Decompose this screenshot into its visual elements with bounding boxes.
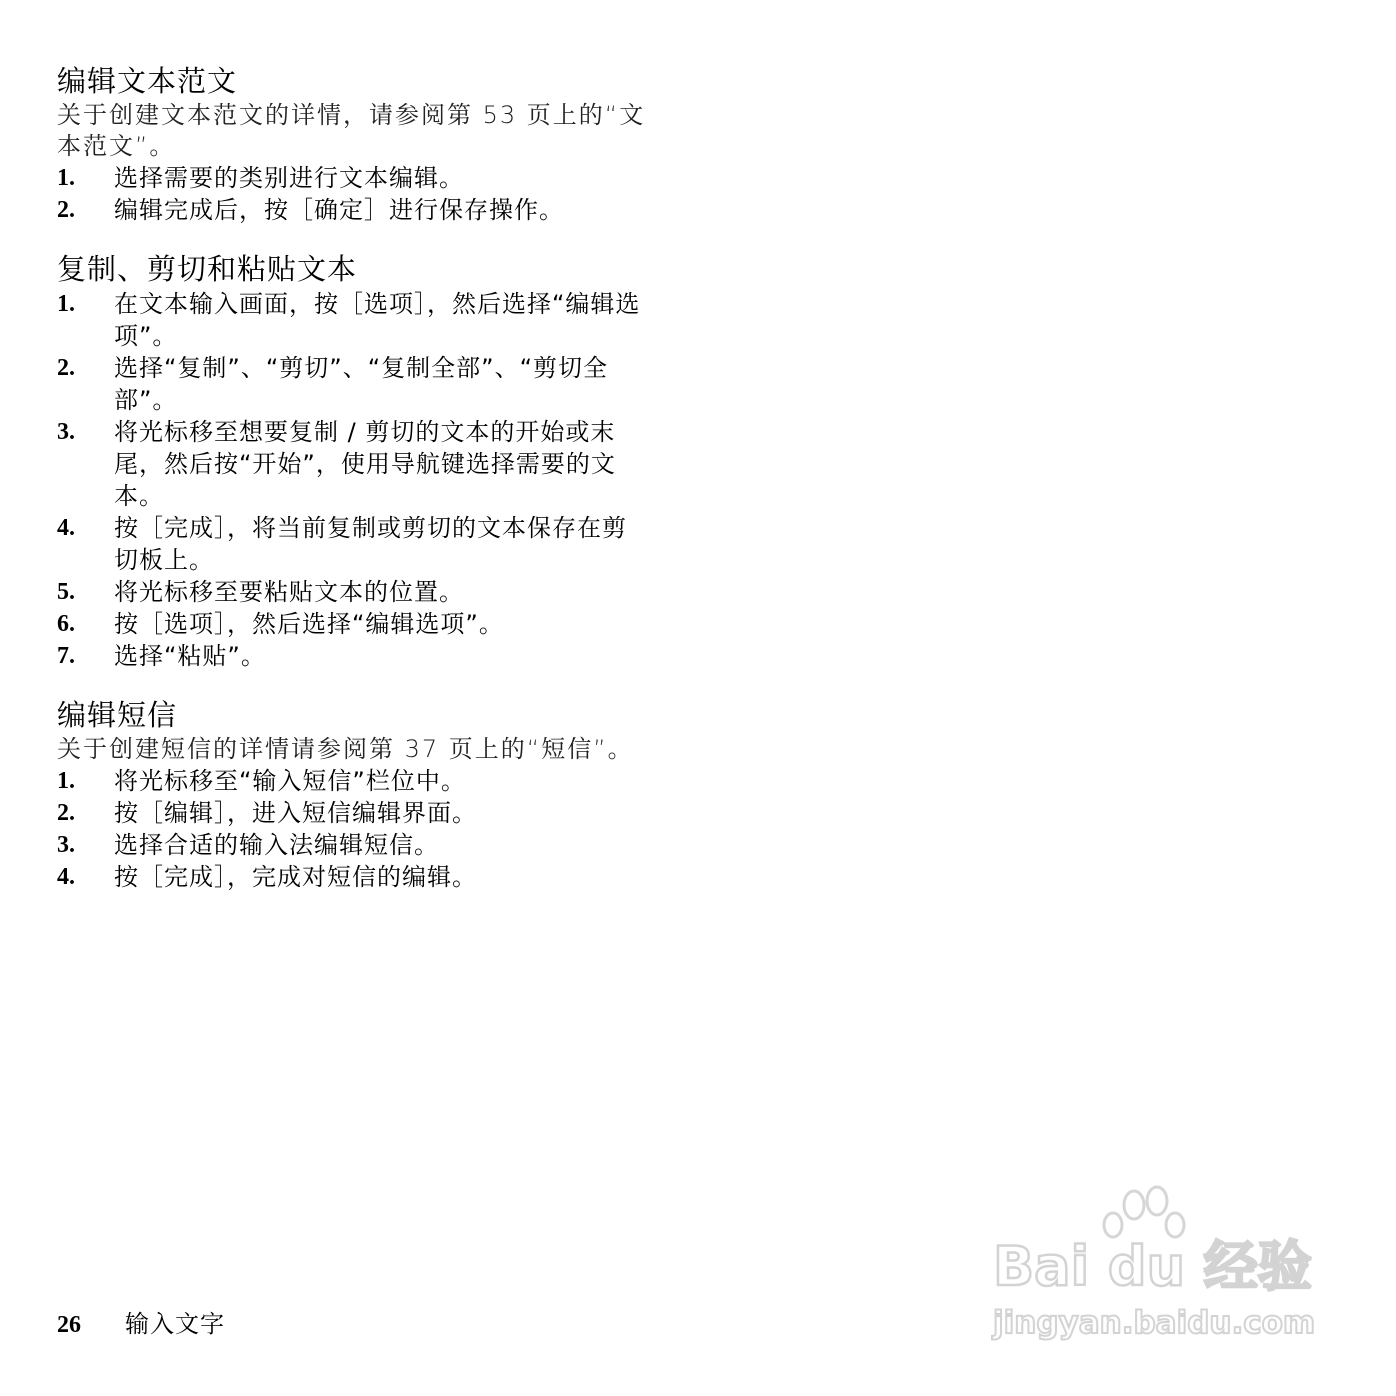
step-text: 选择“粘贴”。 bbox=[114, 642, 266, 670]
step-number: 4. bbox=[57, 864, 75, 890]
watermark-url: jingyan.baidu.com bbox=[993, 1305, 1315, 1341]
step-list bbox=[57, 162, 649, 226]
step-text: 按［编辑］，进入短信编辑界面。 bbox=[114, 799, 477, 827]
section-edit-text-template bbox=[57, 62, 649, 226]
step-item bbox=[57, 797, 649, 829]
page-footer bbox=[57, 1304, 225, 1339]
step-text: 将光标移至想要复制 / 剪切的文本的开始或末尾，然后按“开始”，使用导航键选择需要的文本。 bbox=[114, 418, 616, 510]
step-number: 2. bbox=[57, 197, 75, 223]
step-text: 将光标移至“输入短信”栏位中。 bbox=[114, 767, 466, 795]
step-item bbox=[57, 640, 649, 672]
step-number: 2. bbox=[57, 355, 75, 381]
step-number: 1. bbox=[57, 165, 75, 191]
page-number: 26 bbox=[57, 1312, 81, 1338]
section-intro: 关于创建短信的详情请参阅第 37 页上的“短信”。 bbox=[57, 735, 634, 763]
step-text: 选择需要的类别进行文本编辑。 bbox=[114, 164, 464, 192]
step-number: 3. bbox=[57, 419, 75, 445]
step-number: 3. bbox=[57, 832, 75, 858]
step-number: 1. bbox=[57, 291, 75, 317]
step-item bbox=[57, 829, 649, 861]
step-number: 5. bbox=[57, 579, 75, 605]
step-number: 4. bbox=[57, 515, 75, 541]
step-list bbox=[57, 765, 649, 893]
step-text: 编辑完成后，按［确定］进行保存操作。 bbox=[114, 196, 564, 224]
step-item bbox=[57, 162, 649, 194]
section-intro: 关于创建文本范文的详情，请参阅第 53 页上的“文本范文”。 bbox=[57, 101, 646, 160]
section-heading: 编辑短信 bbox=[57, 698, 178, 732]
step-item bbox=[57, 416, 649, 512]
step-text: 按［完成］，将当前复制或剪切的文本保存在剪切板上。 bbox=[114, 514, 627, 574]
step-number: 6. bbox=[57, 611, 75, 637]
step-text: 按［完成］，完成对短信的编辑。 bbox=[114, 863, 477, 891]
chapter-title: 输入文字 bbox=[125, 1310, 225, 1338]
section-copy-cut-paste bbox=[57, 250, 649, 672]
step-text: 按［选项］，然后选择“编辑选项”。 bbox=[114, 610, 504, 638]
watermark-logo-text: Bai du 经验 bbox=[993, 1235, 1312, 1298]
baidu-jingyan-watermark bbox=[985, 1185, 1315, 1345]
step-item bbox=[57, 288, 649, 352]
step-list bbox=[57, 288, 649, 672]
watermark-logo bbox=[985, 1185, 1315, 1345]
step-item bbox=[57, 194, 649, 226]
step-item bbox=[57, 352, 649, 416]
section-heading: 复制、剪切和粘贴文本 bbox=[57, 252, 358, 286]
section-edit-sms bbox=[57, 696, 649, 893]
page-content bbox=[57, 62, 649, 917]
step-text: 选择合适的输入法编辑短信。 bbox=[114, 831, 439, 859]
step-item bbox=[57, 861, 649, 893]
step-text: 将光标移至要粘贴文本的位置。 bbox=[114, 578, 464, 606]
step-item bbox=[57, 765, 649, 797]
step-item bbox=[57, 608, 649, 640]
step-number: 7. bbox=[57, 643, 75, 669]
step-text: 选择“复制”、“剪切”、“复制全部”、“剪切全部”。 bbox=[114, 354, 609, 414]
step-item bbox=[57, 512, 649, 576]
step-text: 在文本输入画面，按［选项］，然后选择“编辑选项”。 bbox=[114, 290, 641, 350]
step-number: 2. bbox=[57, 800, 75, 826]
step-number: 1. bbox=[57, 768, 75, 794]
section-heading: 编辑文本范文 bbox=[57, 64, 238, 98]
step-item bbox=[57, 576, 649, 608]
